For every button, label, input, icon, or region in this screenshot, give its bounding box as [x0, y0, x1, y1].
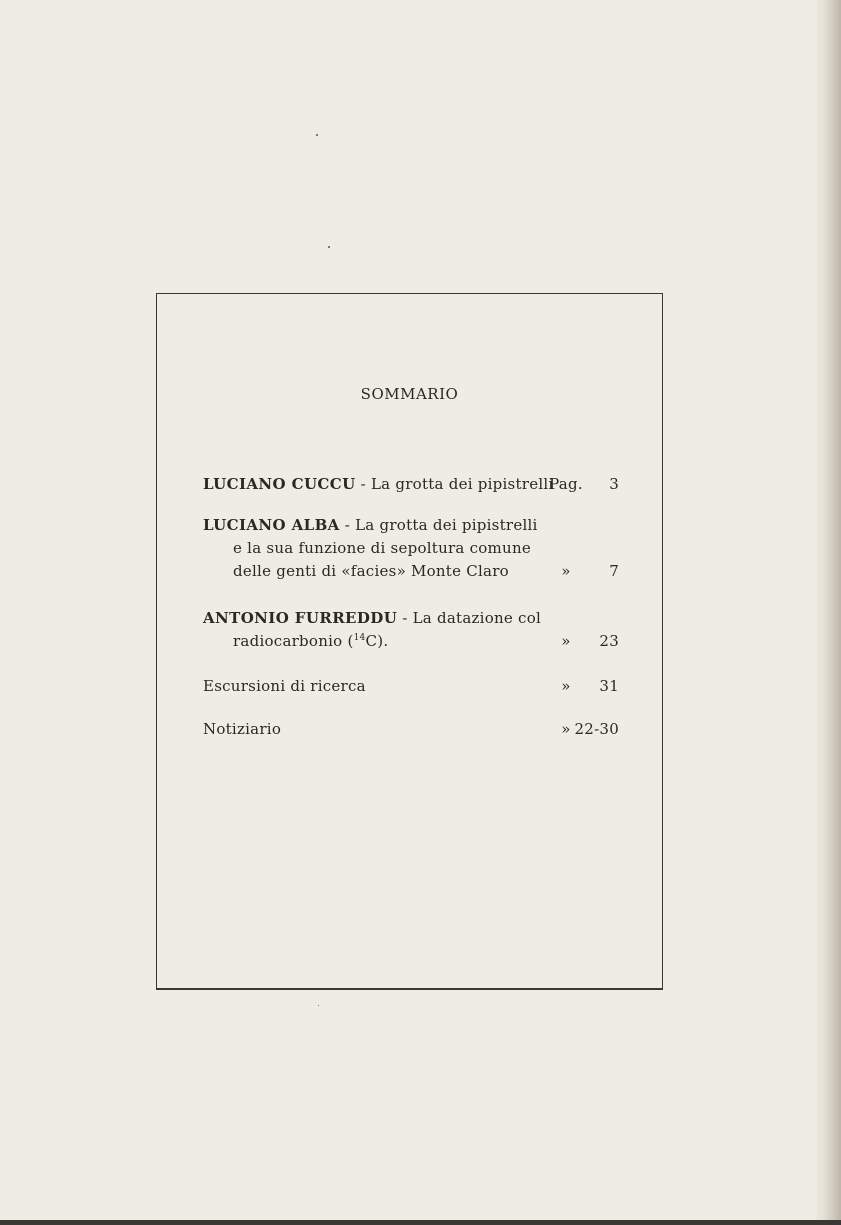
paper-speck: [328, 246, 330, 248]
entry-title-line: Notiziario: [203, 720, 282, 738]
page-number: 22-30: [574, 720, 619, 738]
entry-title-line: delle genti di «facies» Monte Claro: [233, 562, 509, 580]
entry-title-line: Escursioni di ricerca: [203, 677, 366, 695]
page-prefix: »: [561, 632, 571, 650]
entry-separator: -: [344, 516, 351, 534]
toc-entry-alba: [203, 514, 623, 583]
entry-title-line: La grotta dei pipistrelli: [370, 475, 554, 493]
page-prefix: »: [561, 720, 571, 738]
entry-separator: -: [360, 475, 366, 493]
toc-entry-escursioni: [203, 675, 623, 698]
page-prefix: »: [561, 677, 571, 695]
page-prefix: Pag.: [549, 475, 583, 493]
scan-bottom-strip: [0, 1220, 841, 1225]
entry-author: LUCIANO ALBA: [203, 516, 340, 534]
paper-speck: [318, 1005, 319, 1006]
carbon-isotope-superscript: 14: [353, 633, 366, 643]
page-number: 3: [609, 475, 619, 493]
entry-author: LUCIANO CUCCU: [203, 475, 356, 493]
entry-title-line: e la sua funzione di sepoltura comune: [233, 539, 531, 557]
toc-entry-furreddu: [203, 607, 623, 653]
paper-speck: [316, 134, 318, 136]
entry-author: ANTONIO FURREDDU: [203, 609, 398, 627]
entry-title-line: La grotta dei pipistrelli: [355, 516, 538, 534]
entry-separator: -: [402, 609, 408, 627]
page-edge: [821, 0, 841, 1225]
entry-title-line: La datazione col: [412, 609, 542, 627]
toc-entry-notiziario: [203, 718, 623, 741]
entry-title-line: C).: [365, 632, 389, 650]
contents-title: SOMMARIO: [360, 385, 459, 403]
page-number: 31: [599, 677, 619, 695]
page-number: 23: [599, 632, 619, 650]
page-number: 7: [609, 562, 619, 580]
entry-title-line: radiocarbonio (: [233, 632, 354, 650]
toc-entry-cuccu: [203, 473, 623, 496]
page-prefix: »: [561, 562, 571, 580]
